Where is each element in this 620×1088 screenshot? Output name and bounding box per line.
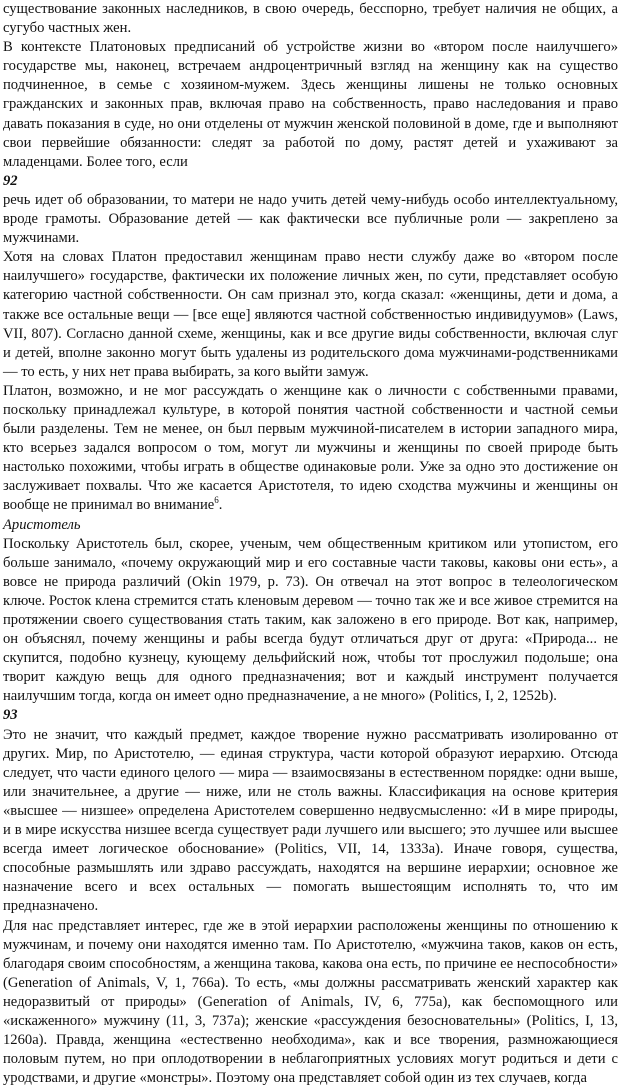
- paragraph-text: 92: [3, 173, 18, 189]
- paragraph: [3, 191, 618, 248]
- page-number: [3, 172, 618, 191]
- paragraph-tail: .: [219, 497, 223, 513]
- paragraph-text: 93: [3, 707, 18, 723]
- paragraph-text: Платон, возможно, и не мог рассуждать о женщине как о личности с собственными правами, поскольку принадлежал культуре, в которой понятия частной собственности и частной семьи были разделены. Тем не менее, он был первым мужчиной-писателем в истории западного мира, кто всерьез задался вопросом о том, могут ли мужчины и женщины по своей природе быть настолько похожими, чтобы играть в обществе одинаковые роли. Уже за одно это достижение он заслуживает похвалы. Что же касается Аристотеля, то идею сходства мужчины и женщины он вообще не принимал во внимание: [3, 383, 618, 514]
- paragraph-text: речь идет об образовании, то матери не надо учить детей чему-нибудь особо интеллектуальному, вроде грамоты. Образование детей — как фактически все публичные роли — закреплено за мужчинами.: [3, 192, 618, 246]
- paragraph-text: В контексте Платоновых предписаний об устройстве жизни во «втором после наилучшего» государстве мы, наконец, встречаем андроцентричный взгляд на женщину как на существо подчиненное, в семье с хозяином-мужем. Здесь женщины лишены не только основных гражданских и законных прав, включая право на собственность, право наследования и право давать показания в суде, но они отделены от мужчин женской половиной в доме, где и выполняют свои первейшие обязанности: следят за работой по дому, растят детей и ухаживают за младенцами. Более того, если: [3, 39, 618, 170]
- paragraph-text: Хотя на словах Платон предоставил женщинам право нести службу даже во «втором после наилучшего» государстве, фактически их положение личных жен, по сути, представляет особую категорию частной собственности. Он сам признал это, когда сказал: «женщины, дети и дома, а также все остальные вещи — [все еще] являются частной собственностью индивидуумов» (Laws, VII, 807). Согласно данной схеме, женщины, как и все другие виды собственности, включая слуг и детей, вполне законно могут быть удалены из родительского дома мужчинами-родственниками — то есть, у них нет права выбирать, за кого выйти замуж.: [3, 249, 618, 380]
- paragraph-text: Это не значит, что каждый предмет, каждое творение нужно рассматривать изолированно от других. Мир, по Аристотелю, — единая структура, части которой образуют иерархию. Отсюда следует, что части единого целого — мира — взаимосвязаны в естественном порядке: одни выше, или значительнее, а другие — ниже, или не столь важны. Классификация на основе критерия «высшее — низшее» определена Аристотелем совершенно недвусмысленно: «И в мире природы, и в мире искусства низшее всегда существует ради лучшего или высшего; это лучшее или высшее всегда имеет логическое обоснование» (Politics, VII, 14, 1333a). Иначе говоря, существа, способные размышлять или здраво рассуждать, находятся на вершине иерархии; основное же назначение всего и всех остальных — помогать вышестоящим исполнять то, что им предназначено.: [3, 727, 618, 915]
- paragraph: [3, 38, 618, 172]
- paragraph: [3, 917, 618, 1088]
- paragraph: [3, 0, 618, 38]
- paragraph-text: Для нас представляет интерес, где же в этой иерархии расположены женщины по отношению к мужчинам, и почему они находятся именно там. По Аристотелю, «мужчина таков, каков он есть, благодаря своим способностям, а женщина такова, какова она есть, по причине ее неспособности» (Generation of Animals, V, 1, 766a). То есть, «мы должны рассматривать женский характер как недоразвитый от природы» (Generation of Animals, IV, 6, 775a), как беспомощного или «искаженного» мужчину (11, 3, 737a); женские «рассуждения безосновательны» (Politics, I, 13, 1260a). Правда, женщина «естественно необходима», как и все творения, размножающиеся половым путем, но при оплодотворении в неблагоприятных условиях могут родиться и дети с уродствами, и другие «монстры». Поэтому она представляет собой один из тех случаев, когда: [3, 918, 618, 1087]
- paragraph: [3, 382, 618, 516]
- paragraph: [3, 535, 618, 707]
- paragraph-text: Аристотель: [3, 517, 80, 533]
- paragraph: [3, 248, 618, 382]
- paragraph: [3, 726, 618, 917]
- page-number: [3, 706, 618, 725]
- footnote-marker: 6: [214, 496, 219, 506]
- paragraph-text: Поскольку Аристотель был, скорее, ученым, чем общественным критиком или утопистом, его больше занимало, «почему окружающий мир и его составные части таковы, каковы они есть», а вовсе не природа различий (Okin 1979, p. 73). Он отвечал на этот вопрос в телеологическом ключе. Росток клена стремится стать кленовым деревом — точно так же и все живое стремится на протяжении своего существования стать таким, как заложено в его природе. Вот как, например, он объяснял, почему женщины и рабы всегда будут отличаться друг от друга: «Природа... не скупится, подобно кузнецу, кующему дельфийский нож, чтобы тот прослужил подольше; она творит каждую вещь для одного предназначения; вот и каждый инструмент получается наилучшим тогда, когда он имеет одно предназначение, а не много» (Politics, I, 2, 1252b).: [3, 536, 618, 705]
- paragraph-text: существование законных наследников, в свою очередь, бесспорно, требует наличия не общих, а сугубо частных жен.: [3, 1, 618, 36]
- section-heading: [3, 516, 618, 535]
